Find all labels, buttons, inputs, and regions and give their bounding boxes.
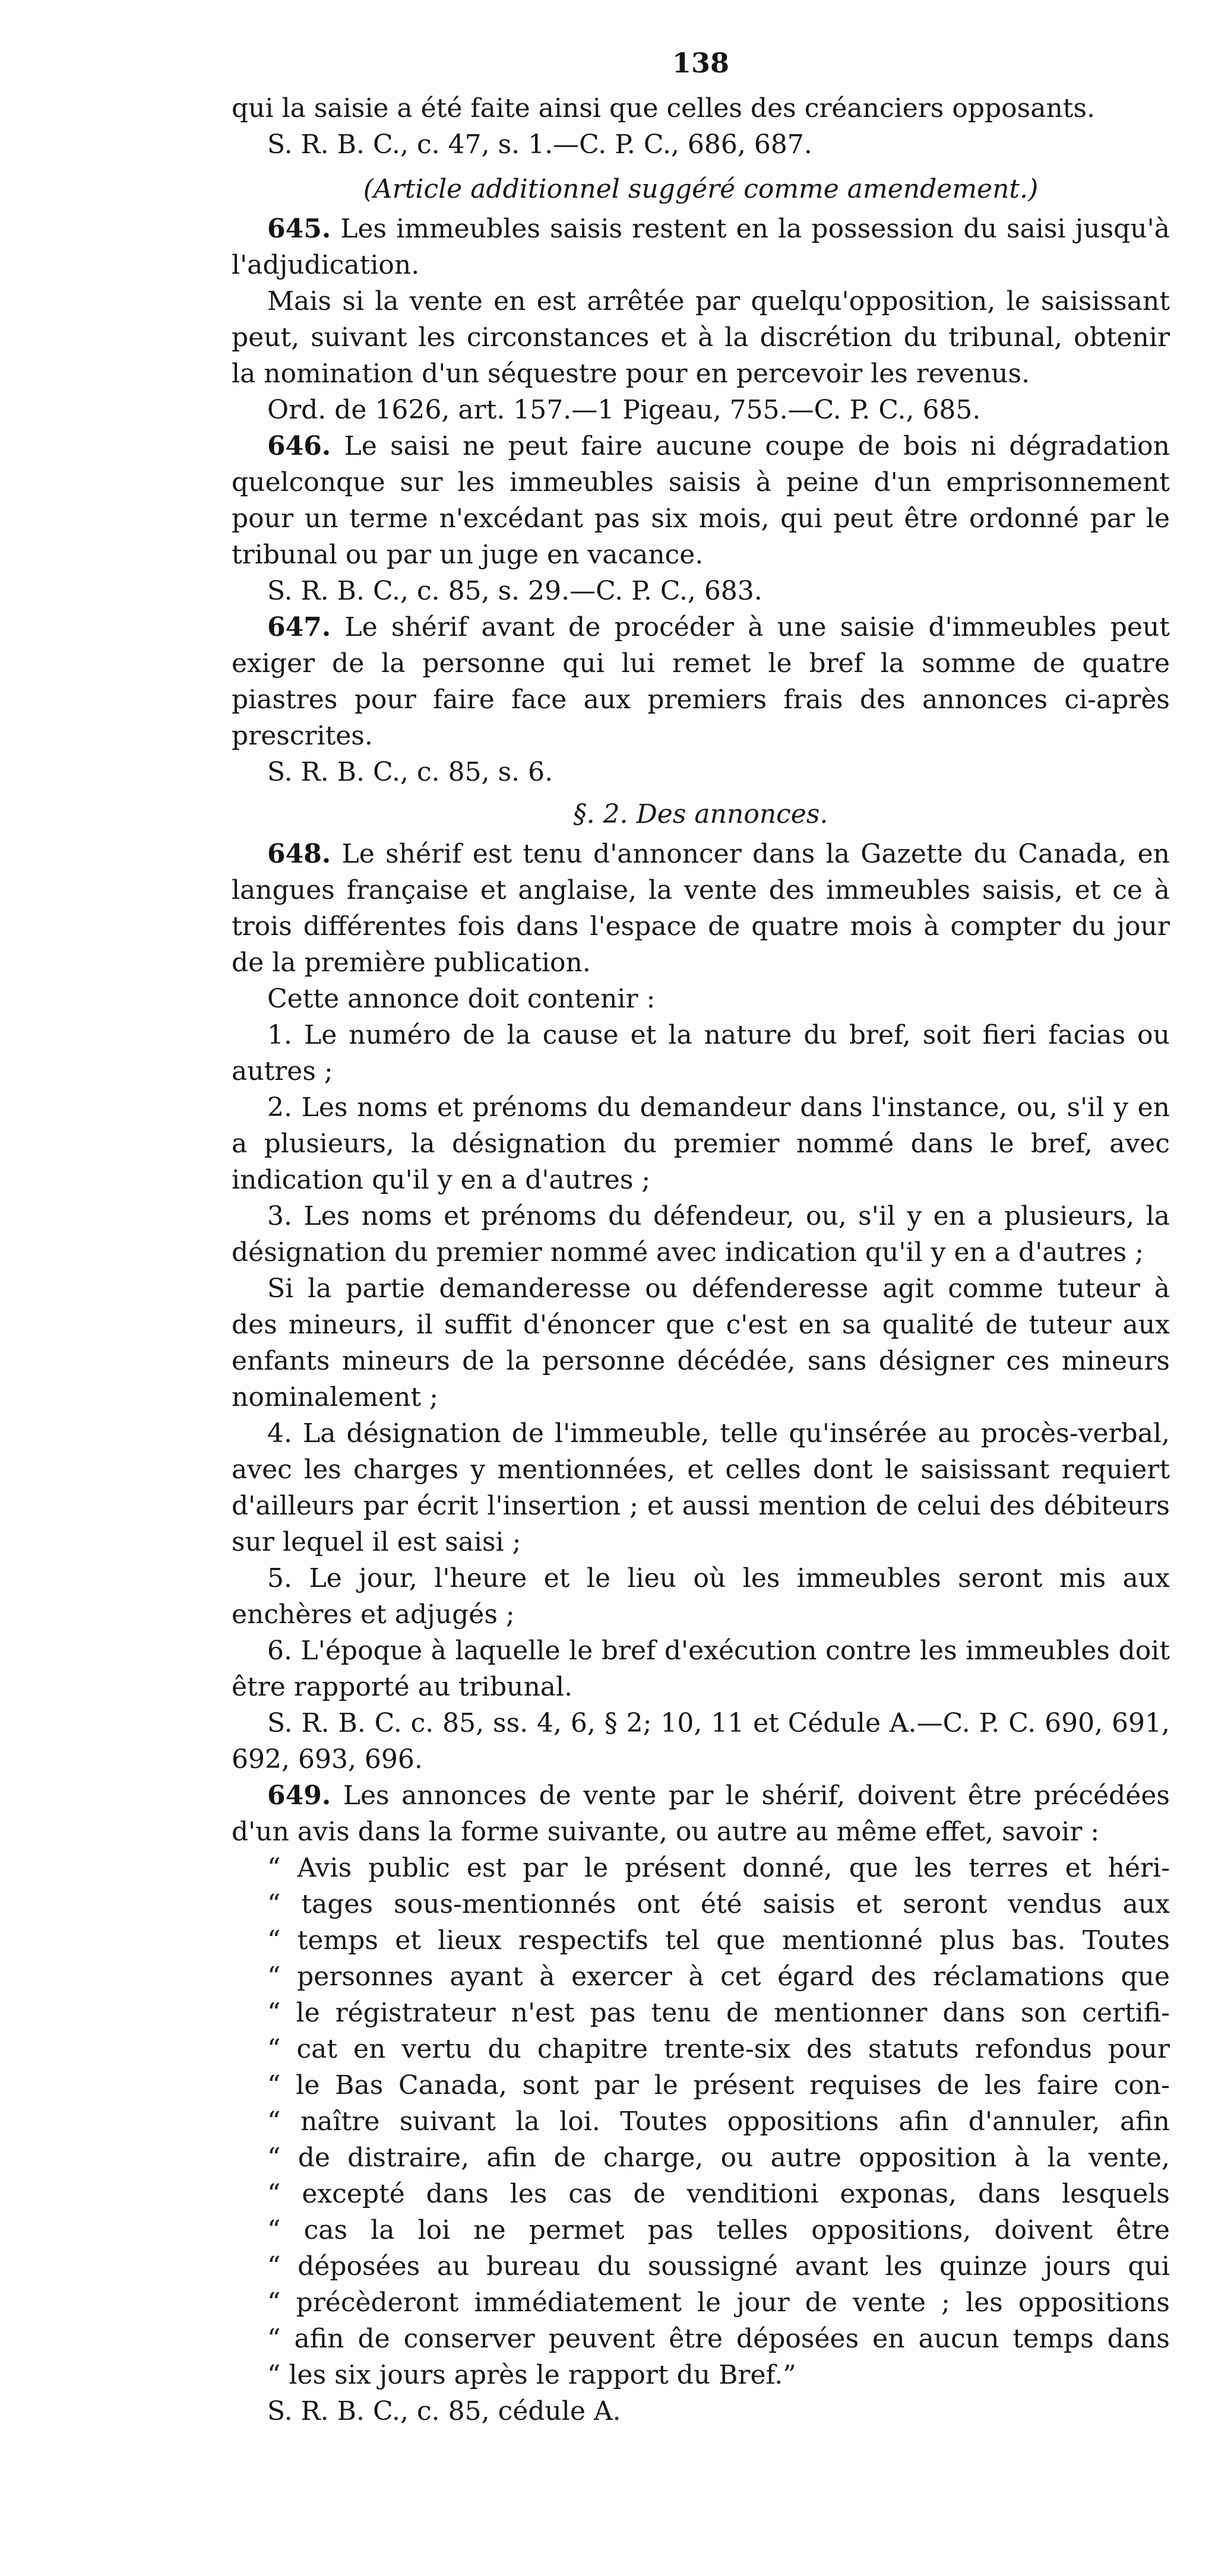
list-item-2: 2. Les noms et prénoms du demandeur dans l'instance, ou, s'il y en a plusieurs, la désignation du premier nommé dans le bref, avec indication qu'il y en a d'autres ; [232, 1092, 1170, 1195]
article-number: 645. [267, 214, 331, 244]
article-number: 646. [267, 431, 331, 461]
article-647 [232, 609, 1170, 754]
list-item-4: 4. La désignation de l'immeuble, telle qu'insérée au procès-verbal, avec les charges y mentionnées, et celles dont le saisissant requiert d'ailleurs par écrit l'insertion ; et aussi mention de celui des débiteurs sur lequel il est saisi ; [232, 1418, 1170, 1557]
reference-line: S. R. B. C. c. 85, ss. 4, 6, § 2; 10, 11 et Cédule A.—C. P. C. 690, 691, 692, 693, 696. [232, 1708, 1170, 1775]
article-649 [232, 1777, 1170, 1850]
list-item-5: 5. Le jour, l'heure et le lieu où les immeubles seront mis aux enchères et adjugés ; [232, 1563, 1170, 1630]
article-648 [232, 836, 1170, 981]
article-text: Le shérif avant de procéder à une saisie d'immeubles peut exiger de la personne qui lui remet le bref la somme de quatre piastres pour faire face aux premiers frais des annonces ci-après prescrites. [232, 612, 1170, 751]
article-number: 649. [267, 1780, 331, 1811]
quote-line: “ de distraire, afin de charge, ou autre opposition à la vente, [267, 2143, 1170, 2173]
quote-line: “ cat en vertu du chapitre trente-six des statuts refondus pour [267, 2034, 1170, 2064]
reference-line: S. R. B. C., c. 85, s. 29.—C. P. C., 683. [267, 576, 762, 606]
quoted-notice [232, 1850, 1170, 2393]
section-heading: §. 2. Des annonces. [573, 799, 828, 829]
quote-line: “ temps et lieux respectifs tel que mentionné plus bas. Toutes [267, 1925, 1170, 1956]
quote-line: “ les six jours après le rapport du Bref.” [267, 2360, 796, 2390]
quote-line: “ précèderont immédiatement le jour de vente ; les oppositions [267, 2287, 1170, 2318]
page [232, 42, 1170, 2429]
article-number: 647. [267, 612, 331, 642]
article-text: Les immeubles saisis restent en la possession du saisi jusqu'à l'adjudication. [232, 214, 1170, 280]
reference-line: S. R. B. C., c. 47, s. 1.—C. P. C., 686, 687. [267, 129, 812, 160]
subtitle: (Article additionnel suggéré comme amendement.) [363, 174, 1039, 204]
article-number: 648. [267, 839, 331, 869]
quote-line: “ Avis public est par le présent donné, que les terres et héri- [267, 1853, 1170, 1883]
article-645-paragraph: Mais si la vente en est arrêtée par quelqu'opposition, le saisissant peut, suivant les circonstances et à la discrétion du tribunal, obtenir la nomination d'un séquestre pour en percevoir les revenus. [232, 286, 1170, 389]
quote-line: “ déposées au bureau du soussigné avant les quinze jours qui [267, 2251, 1170, 2282]
quote-line: “ personnes ayant à exercer à cet égard des réclamations que [267, 1962, 1170, 1992]
article-646 [232, 428, 1170, 573]
reference-line: S. R. B. C., c. 85, cédule A. [267, 2396, 621, 2426]
quote-line: “ le régistrateur n'est pas tenu de mentionner dans son certifi- [267, 1998, 1170, 2028]
quote-line: “ le Bas Canada, sont par le présent requises de les faire con- [267, 2070, 1170, 2100]
page-number: 138 [672, 47, 730, 79]
reference-line: Ord. de 1626, art. 157.—1 Pigeau, 755.—C. P. C., 685. [267, 395, 981, 425]
quote-line: “ naître suivant la loi. Toutes oppositions afin d'annuler, afin [267, 2106, 1170, 2137]
article-text: Le saisi ne peut faire aucune coupe de bois ni dégradation quelconque sur les immeubles saisis à peine d'un emprisonnement pour un terme n'excédant pas six mois, qui peut être ordonné par le tribunal ou par un juge en vacance. [232, 431, 1170, 570]
article-648-intro: Cette annonce doit contenir : [267, 984, 656, 1014]
list-item-3-note: Si la partie demanderesse ou défenderesse agit comme tuteur à des mineurs, il suffit d'énoncer que c'est en sa qualité de tuteur aux enfants mineurs de la personne décédée, sans désigner ces mineurs nominalement ; [232, 1273, 1170, 1412]
quote-line: “ excepté dans les cas de venditioni exponas, dans lesquels [267, 2179, 1170, 2209]
quote-line: “ cas la loi ne permet pas telles oppositions, doivent être [267, 2215, 1170, 2245]
article-text: Les annonces de vente par le shérif, doivent être précédées d'un avis dans la forme suivante, ou autre au même effet, savoir : [232, 1780, 1170, 1847]
quote-line: “ afin de conserver peuvent être déposées en aucun temps dans [267, 2324, 1170, 2354]
list-item-6: 6. L'époque à laquelle le bref d'exécution contre les immeubles doit être rapporté au tribunal. [232, 1636, 1170, 1702]
reference-line: S. R. B. C., c. 85, s. 6. [267, 757, 553, 787]
list-item-3: 3. Les noms et prénoms du défendeur, ou, s'il y en a plusieurs, la désignation du premier nommé avec indication qu'il y en a d'autres ; [232, 1201, 1170, 1268]
article-text: Le shérif est tenu d'annoncer dans la Gazette du Canada, en langues française et anglaise, la vente des immeubles saisis, et ce à trois différentes fois dans l'espace de quatre mois à compter du jour de la première publication. [232, 839, 1170, 978]
list-item-1: 1. Le numéro de la cause et la nature du bref, soit fieri facias ou autres ; [232, 1020, 1170, 1086]
article-645 [232, 211, 1170, 283]
quote-line: “ tages sous-mentionnés ont été saisis et seront vendus aux [267, 1889, 1170, 1919]
paragraph-continued: qui la saisie a été faite ainsi que celles des créanciers opposants. [232, 93, 1096, 123]
